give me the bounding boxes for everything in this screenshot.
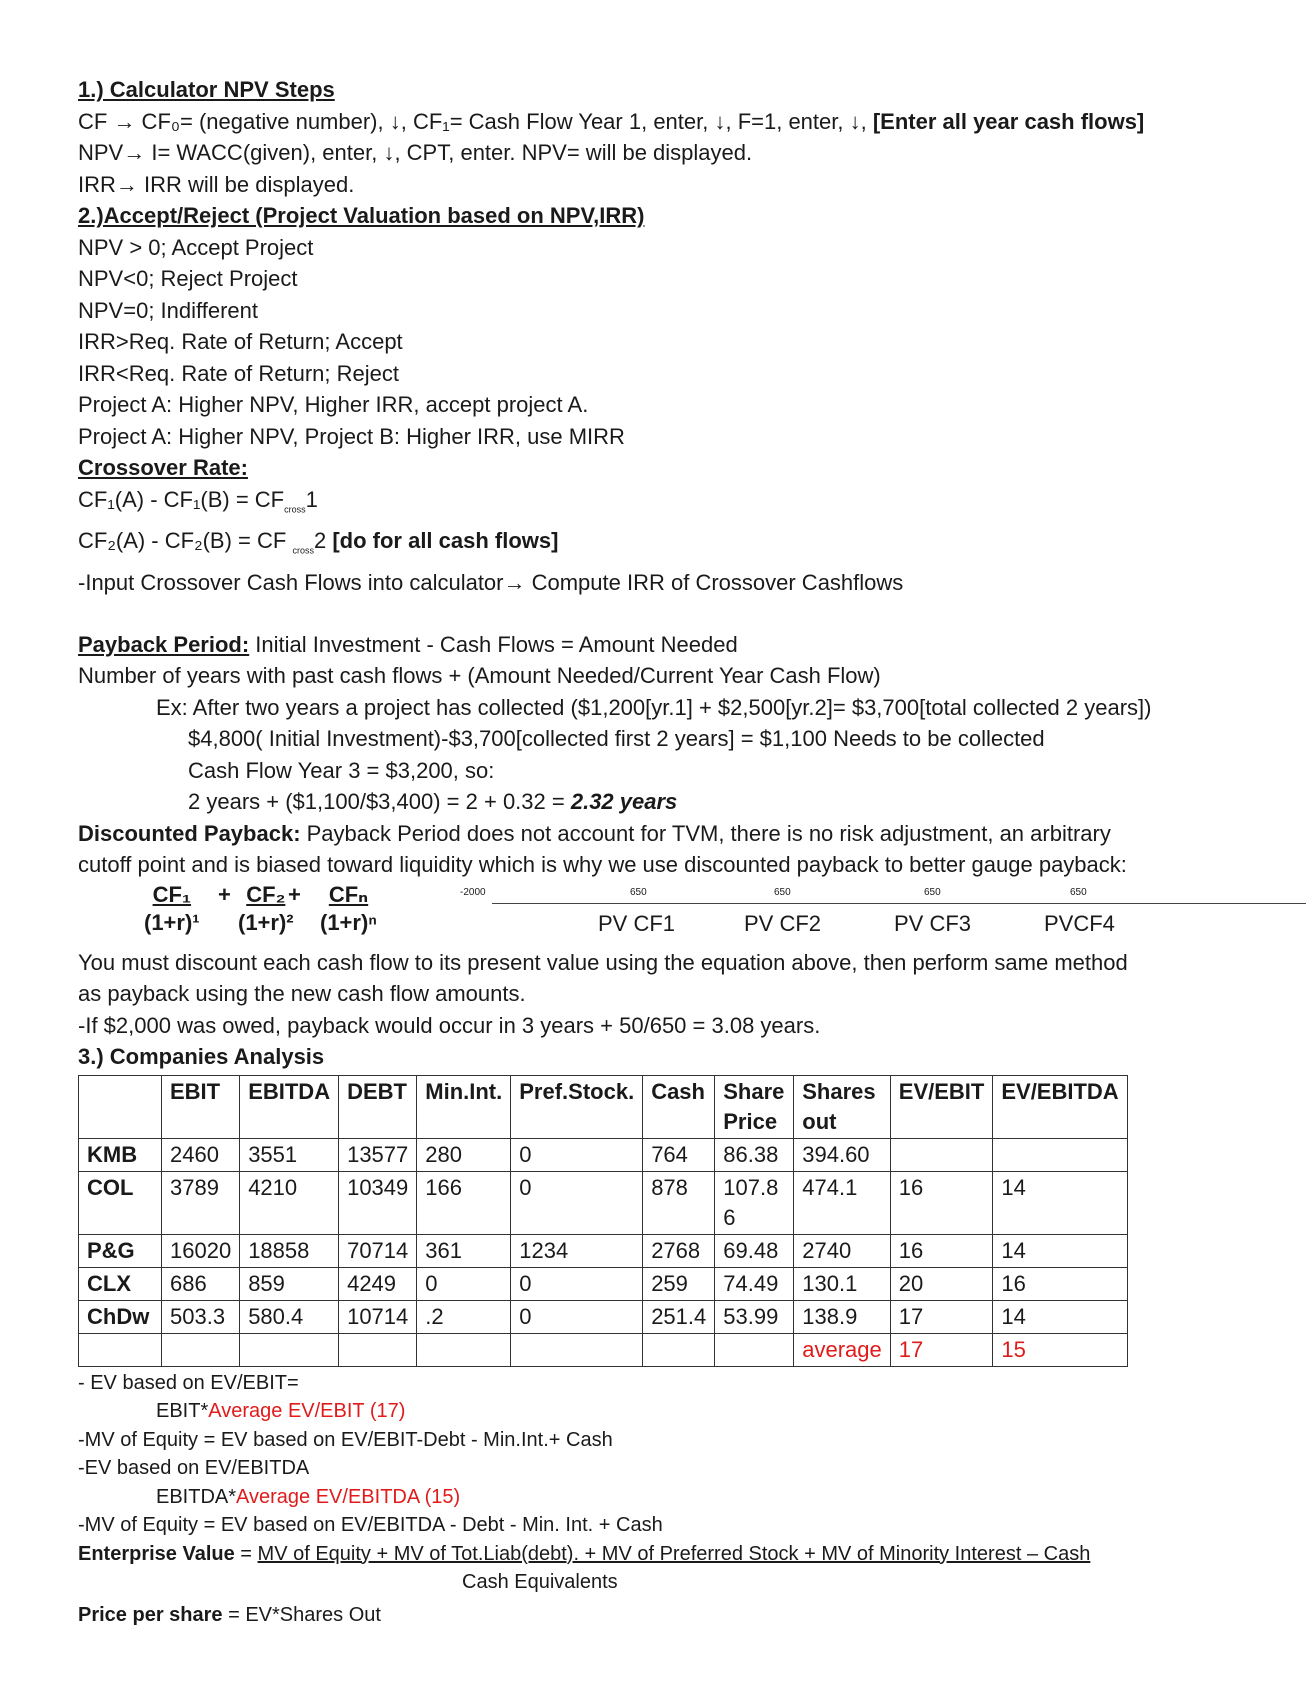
formula-text: = — [234, 1542, 258, 1565]
company-name: P&G — [79, 1234, 162, 1267]
table-cell: 580.4 — [240, 1300, 339, 1333]
table-cell: 20 — [890, 1267, 993, 1300]
formula-term-3: CFₙ (1+r)ⁿ — [320, 881, 378, 935]
table-cell: 2460 — [162, 1138, 240, 1171]
table-cell: 10714 — [339, 1300, 417, 1333]
header-cell: DEBT — [339, 1075, 417, 1138]
rule-line: IRR>Req. Rate of Return; Accept — [78, 329, 403, 354]
table-cell: 14 — [993, 1171, 1127, 1234]
header-cell: Shares out — [794, 1075, 891, 1138]
company-name: KMB — [79, 1138, 162, 1171]
table-cell: 14 — [993, 1300, 1127, 1333]
table-cell: 394.60 — [794, 1138, 891, 1171]
formula-plus: + — [218, 881, 231, 907]
table-cell — [890, 1138, 993, 1171]
formula-line: -EV based on EV/EBITDA — [78, 1457, 310, 1480]
formula-text: EBIT* — [156, 1400, 209, 1423]
table-cell: 0 — [511, 1267, 643, 1300]
formula-line — [78, 1540, 1228, 1569]
npv-steps-heading: 1.) Calculator NPV Steps — [78, 77, 335, 102]
table-cell — [715, 1333, 794, 1366]
header-cell: EBITDA — [240, 1075, 339, 1138]
table-cell: 74.49 — [715, 1267, 794, 1300]
table-cell — [643, 1333, 715, 1366]
table-row — [79, 1267, 1128, 1300]
pv-label: PV CF1 — [598, 910, 676, 936]
header-cell: EV/EBIT — [890, 1075, 993, 1138]
header-cell: EBIT — [162, 1075, 240, 1138]
company-name: COL — [79, 1171, 162, 1234]
payback-example — [78, 786, 1228, 818]
table-row — [79, 1138, 1128, 1171]
timeline-cf: 650 — [924, 886, 941, 898]
rule-line: Project A: Higher NPV, Higher IRR, accept project A. — [78, 392, 589, 417]
table-cell: 859 — [240, 1267, 339, 1300]
formula-line: Cash Equivalents — [462, 1571, 618, 1594]
pps-label: Price per share — [78, 1603, 223, 1626]
table-cell: 1234 — [511, 1234, 643, 1267]
crossover-text: CF₁(A) - CF₁(B) = CF — [78, 486, 285, 512]
rule-line: NPV<0; Reject Project — [78, 266, 298, 291]
npv-step-line — [78, 106, 1228, 138]
table-cell: 166 — [417, 1171, 511, 1234]
formula-line: -MV of Equity = EV based on EV/EBITDA - Debt - Min. Int. + Cash — [78, 1514, 663, 1537]
timeline-initial: -2000 — [460, 886, 486, 898]
discounted-line: cutoff point and is biased toward liquidity which is why we use discounted payback to better gauge payback: — [78, 852, 1127, 878]
discounted-line: You must discount each cash flow to its present value using the equation above, then perform same method — [78, 949, 1128, 975]
table-cell: 3789 — [162, 1171, 240, 1234]
crossover-heading: Crossover Rate: — [78, 455, 248, 480]
companies-heading: 3.) Companies Analysis — [78, 1044, 325, 1070]
discounted-heading: Discounted Payback: — [78, 820, 301, 846]
npv-step-text: CF → CF₀= (negative number), ↓, CF₁= Cash Flow Year 1, enter, ↓, F=1, enter, ↓, — [78, 108, 873, 134]
pv-label: PV CF3 — [894, 910, 972, 936]
formula-average: Average EV/EBITDA (15) — [236, 1485, 461, 1508]
formula-text: EBITDA* — [156, 1485, 237, 1508]
average-label: average — [794, 1333, 891, 1366]
table-cell: 70714 — [339, 1234, 417, 1267]
timeline-cf: 650 — [1070, 886, 1087, 898]
table-cell: 53.99 — [715, 1300, 794, 1333]
rule-line: IRR<Req. Rate of Return; Reject — [78, 360, 399, 386]
header-cell: Share Price — [715, 1075, 794, 1138]
table-row — [79, 1300, 1128, 1333]
payback-result: 2.32 years — [570, 789, 678, 815]
table-cell: 4249 — [339, 1267, 417, 1300]
header-cell: Pref.Stock. — [511, 1075, 643, 1138]
discounted-line: as payback using the new cash flow amounts. — [78, 981, 526, 1007]
table-header-row — [79, 1075, 1128, 1138]
table-cell: 16 — [890, 1234, 993, 1267]
average-ev-ebitda: 15 — [993, 1333, 1127, 1366]
header-cell: Cash — [643, 1075, 715, 1138]
table-cell: 0 — [511, 1171, 643, 1234]
rule-line: NPV > 0; Accept Project — [78, 234, 314, 260]
table-cell: 107.86 — [715, 1171, 794, 1234]
table-cell: 130.1 — [794, 1267, 891, 1300]
payback-line — [78, 629, 1228, 661]
table-cell: .2 — [417, 1300, 511, 1333]
table-cell: 138.9 — [794, 1300, 891, 1333]
average-ev-ebit: 17 — [890, 1333, 993, 1366]
table-cell — [162, 1333, 240, 1366]
timeline-cf: 650 — [774, 886, 791, 898]
payback-text: 2 years + ($1,100/$3,400) = 2 + 0.32 = — [188, 789, 571, 815]
table-cell — [511, 1333, 643, 1366]
crossover-line: -Input Crossover Cash Flows into calculator→ Compute IRR of Crossover Cashflows — [78, 570, 904, 596]
crossover-line — [78, 525, 1228, 567]
table-cell — [240, 1333, 339, 1366]
table-cell: 18858 — [240, 1234, 339, 1267]
cross-subscript: cross — [292, 545, 314, 556]
table-cell: 878 — [643, 1171, 715, 1234]
table-row — [79, 1234, 1128, 1267]
table-cell — [339, 1333, 417, 1366]
formula-line: - EV based on EV/EBIT= — [78, 1371, 299, 1394]
table-cell: 0 — [511, 1300, 643, 1333]
irr-step-line: IRR→ IRR will be displayed. — [78, 171, 355, 197]
formula-line — [78, 1601, 1228, 1630]
table-cell: 0 — [511, 1138, 643, 1171]
table-cell: 474.1 — [794, 1171, 891, 1234]
formula-line — [78, 1483, 1228, 1512]
formulas-block — [78, 1369, 1228, 1630]
table-average-row — [79, 1333, 1128, 1366]
header-cell — [79, 1075, 162, 1138]
payback-text: Initial Investment - Cash Flows = Amount Needed — [249, 631, 738, 657]
header-cell: EV/EBITDA — [993, 1075, 1127, 1138]
npv-step-line: NPV→ I= WACC(given), enter, ↓, CPT, enter. NPV= will be displayed. — [78, 140, 753, 165]
table-cell: 16 — [890, 1171, 993, 1234]
payback-example: Ex: After two years a project has collected ($1,200[yr.1] + $2,500[yr.2]= $3,700[total collected 2 years]) — [156, 694, 1152, 720]
formula-line — [78, 1397, 1228, 1426]
table-cell: 2768 — [643, 1234, 715, 1267]
discounted-text: Payback Period does not account for TVM, there is no risk adjustment, an arbitrary — [300, 820, 1111, 846]
crossover-line — [78, 484, 1228, 526]
table-cell: 0 — [417, 1267, 511, 1300]
table-cell: 686 — [162, 1267, 240, 1300]
npv-step-bold: [Enter all year cash flows] — [872, 108, 1145, 134]
formula-line: -MV of Equity = EV based on EV/EBIT-Debt - Min.Int.+ Cash — [78, 1428, 613, 1451]
table-cell — [79, 1333, 162, 1366]
table-cell: 280 — [417, 1138, 511, 1171]
table-cell: 3551 — [240, 1138, 339, 1171]
table-cell: 4210 — [240, 1171, 339, 1234]
rule-line: Project A: Higher NPV, Project B: Higher IRR, use MIRR — [78, 423, 625, 449]
ev-label: Enterprise Value — [78, 1542, 235, 1565]
payback-example: Cash Flow Year 3 = $3,200, so: — [188, 757, 495, 783]
crossover-text: 2 — [313, 528, 333, 554]
table-cell: 361 — [417, 1234, 511, 1267]
crossover-text: CF₂(A) - CF₂(B) = CF — [78, 528, 293, 554]
table-cell: 69.48 — [715, 1234, 794, 1267]
table-cell: 10349 — [339, 1171, 417, 1234]
pv-label: PV CF2 — [744, 910, 822, 936]
table-cell: 17 — [890, 1300, 993, 1333]
table-cell: 14 — [993, 1234, 1127, 1267]
table-cell — [417, 1333, 511, 1366]
payback-example: $4,800( Initial Investment)-$3,700[collected first 2 years] = $1,100 Needs to be collected — [188, 726, 1045, 752]
formula-average: Average EV/EBIT (17) — [208, 1400, 406, 1423]
company-name: ChDw — [79, 1300, 162, 1333]
discounted-line: -If $2,000 was owed, payback would occur in 3 years + 50/650 = 3.08 years. — [78, 1012, 821, 1038]
formula-plus: + — [288, 881, 301, 907]
table-cell: 2740 — [794, 1234, 891, 1267]
table-cell: 764 — [643, 1138, 715, 1171]
document-page — [78, 74, 1228, 1629]
payback-line: Number of years with past cash flows + (Amount Needed/Current Year Cash Flow) — [78, 663, 881, 689]
table-cell — [993, 1138, 1127, 1171]
formula-text: = EV*Shares Out — [222, 1603, 381, 1626]
table-cell: 503.3 — [162, 1300, 240, 1333]
discounted-line — [78, 818, 1228, 850]
cross-subscript: cross — [284, 503, 306, 514]
table-cell: 16020 — [162, 1234, 240, 1267]
table-cell: 13577 — [339, 1138, 417, 1171]
formula-term-2: $\frac{\text{CF₂}}{\text{(1+r)²}}$ — [238, 881, 294, 935]
accept-reject-heading: 2.)Accept/Reject (Project Valuation based on NPV,IRR) — [78, 203, 645, 228]
timeline-rule — [492, 903, 1306, 904]
ev-formula: MV of Equity + MV of Tot.Liab(debt). + MV of Preferred Stock + MV of Minority Interest – Cash — [257, 1542, 1091, 1565]
table-cell: 16 — [993, 1267, 1127, 1300]
header-cell: Min.Int. — [417, 1075, 511, 1138]
timeline-cf: 650 — [630, 886, 647, 898]
crossover-bold: [do for all cash flows] — [332, 528, 559, 554]
table-cell: 86.38 — [715, 1138, 794, 1171]
company-name: CLX — [79, 1267, 162, 1300]
companies-table — [78, 1075, 1128, 1367]
discount-formula-row — [78, 881, 1228, 947]
payback-heading: Payback Period: — [78, 631, 250, 657]
table-cell: 251.4 — [643, 1300, 715, 1333]
crossover-text: 1 — [305, 486, 318, 512]
table-row — [79, 1171, 1128, 1234]
rule-line: NPV=0; Indifferent — [78, 297, 258, 323]
table-cell: 259 — [643, 1267, 715, 1300]
pv-label: PVCF4 — [1044, 910, 1115, 936]
formula-term-1: $\frac{\text{CF₁}}{\text{(1+r)¹}}$ — [144, 881, 200, 935]
